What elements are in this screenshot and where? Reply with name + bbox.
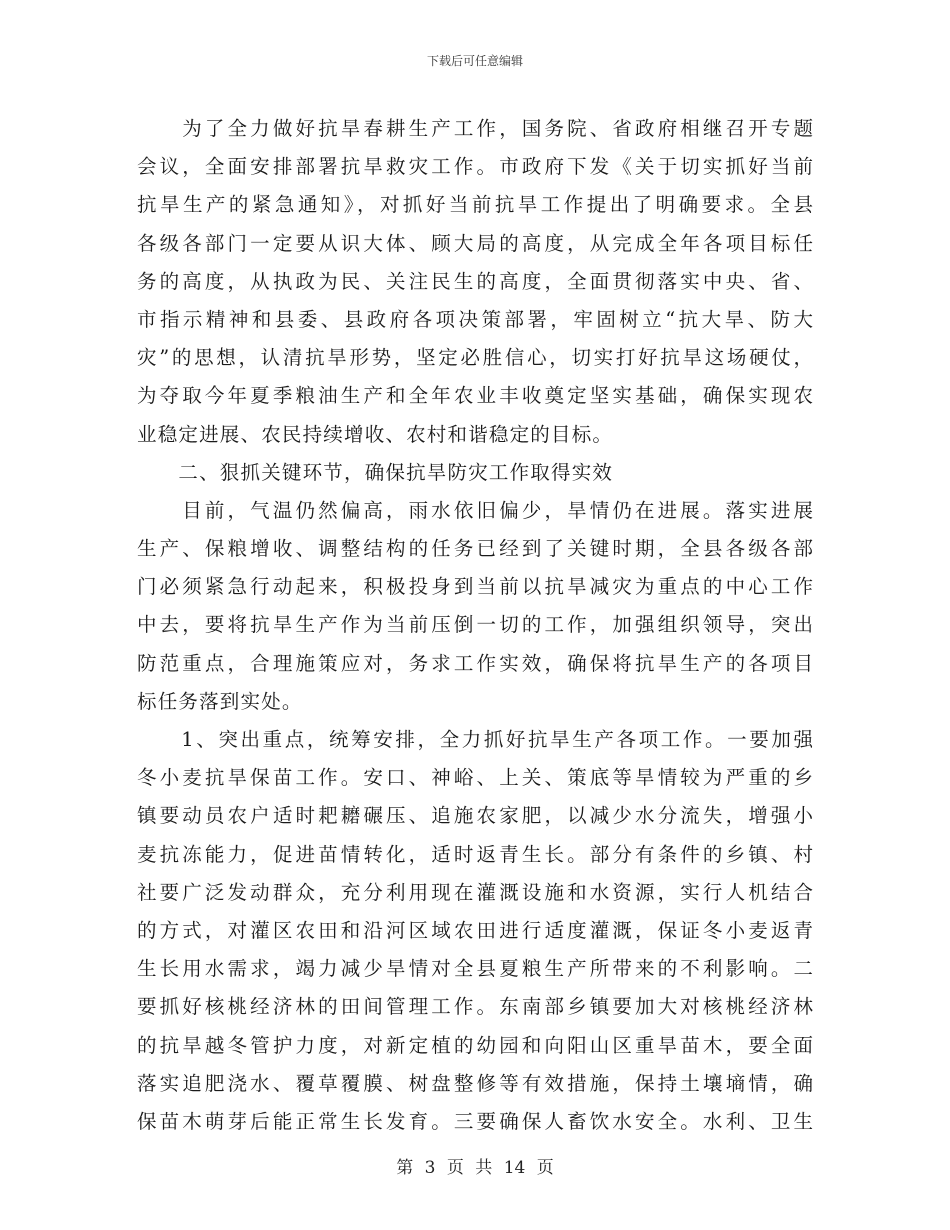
text-line: 市指示精神和县委、县政府各项决策部署，牢固树立“抗大旱、防大	[137, 307, 813, 331]
footer-page-number: 3	[424, 1158, 436, 1178]
footer-total-pages: 14	[503, 1158, 526, 1178]
text-line: 冬小麦抗旱保苗工作。安口、神峪、上关、策底等旱情较为严重的乡	[137, 766, 813, 790]
text-line: 生长用水需求，竭力减少旱情对全县夏粮生产所带来的不利影响。二	[137, 957, 813, 981]
footer-total-label: 共	[475, 1158, 493, 1178]
document-body	[137, 110, 813, 1141]
text-line: 二、狠抓关键环节，确保抗旱防灾工作取得实效	[137, 460, 614, 484]
text-line: 中去，要将抗旱生产作为当前压倒一切的工作，加强组织领导，突出	[137, 613, 813, 637]
text-line: 生产、保粮增收、调整结构的任务已经到了关键时期，全县各级各部	[137, 537, 813, 561]
footer-prefix: 第	[396, 1158, 414, 1178]
footer-page-label: 页	[446, 1158, 464, 1178]
text-line: 为夺取今年夏季粮油生产和全年农业丰收奠定坚实基础，确保实现农	[137, 384, 813, 408]
text-line: 灾”的思想，认清抗旱形势，坚定必胜信心，切实打好抗旱这场硬仗，	[137, 346, 813, 370]
text-line: 的方式，对灌区农田和沿河区域农田进行适度灌溉，保证冬小麦返青	[137, 918, 813, 942]
text-line: 1、突出重点，统筹安排，全力抓好抗旱生产各项工作。一要加强	[137, 728, 813, 751]
text-line: 保苗木萌芽后能正常生长发育。三要确保人畜饮水安全。水利、卫生	[137, 1109, 813, 1133]
text-line: 要抓好核桃经济林的田间管理工作。东南部乡镇要加大对核桃经济林	[137, 995, 813, 1019]
text-line: 目前，气温仍然偏高，雨水依旧偏少，旱情仍在进展。落实进展	[137, 498, 813, 522]
text-line: 抗旱生产的紧急通知》，对抓好当前抗旱工作提出了明确要求。全县	[137, 193, 813, 217]
text-line: 麦抗冻能力，促进苗情转化，适时返青生长。部分有条件的乡镇、村	[137, 842, 813, 866]
text-line: 门必须紧急行动起来，积极投身到当前以抗旱减灾为重点的中心工作	[137, 575, 813, 599]
page-header: 下载后可任意编辑	[426, 54, 523, 68]
page-footer	[0, 1153, 950, 1178]
footer-suffix: 页	[536, 1158, 554, 1178]
text-line: 标任务落到实处。	[137, 689, 303, 713]
text-line: 会议，全面安排部署抗旱救灾工作。市政府下发《关于切实抓好当前	[137, 155, 813, 179]
text-line: 镇要动员农户适时耙耱碾压、追施农家肥，以减少水分流失，增强小	[137, 804, 813, 828]
text-line: 务的高度，从执政为民、关注民生的高度，全面贯彻落实中央、省、	[137, 269, 813, 293]
text-line: 业稳定进展、农民持续增收、农村和谐稳定的目标。	[137, 422, 614, 446]
text-line: 落实追肥浇水、覆草覆膜、树盘整修等有效措施，保持土壤墒情，确	[137, 1071, 813, 1095]
text-line: 社要广泛发动群众，充分利用现在灌溉设施和水资源，实行人机结合	[137, 880, 813, 904]
text-line: 的抗旱越冬管护力度，对新定植的幼园和向阳山区重旱苗木，要全面	[137, 1033, 813, 1057]
text-line: 为了全力做好抗旱春耕生产工作，国务院、省政府相继召开专题	[137, 117, 813, 140]
text-line: 各级各部门一定要从识大体、顾大局的高度，从完成全年各项目标任	[137, 231, 813, 255]
text-line: 防范重点，合理施策应对，务求工作实效，确保将抗旱生产的各项目	[137, 651, 813, 675]
